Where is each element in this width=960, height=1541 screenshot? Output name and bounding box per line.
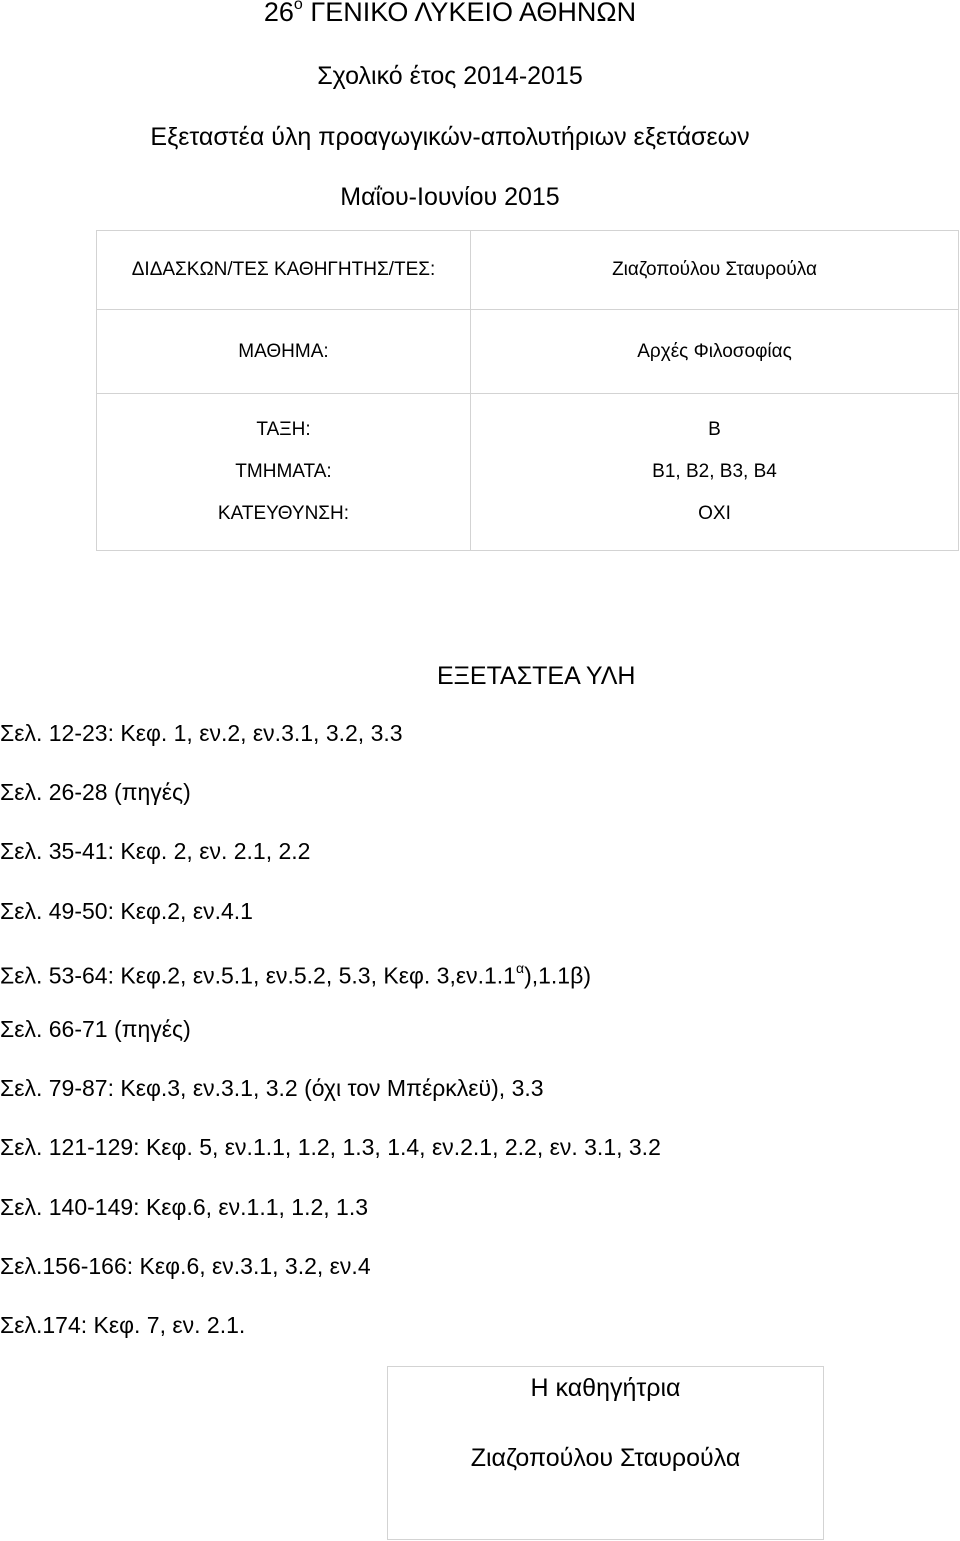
list-item: Σελ. 26-28 (πηγές) bbox=[0, 779, 191, 806]
course-label: ΜΑΘΗΜΑ: bbox=[97, 310, 471, 394]
school-year: Σχολικό έτος 2014-2015 bbox=[317, 62, 583, 90]
list-item bbox=[0, 955, 661, 989]
school-name: ΓΕΝΙΚΟ ΛΥΚΕΙΟ ΑΘΗΝΩΝ bbox=[302, 0, 637, 27]
list-item: Σελ. 121-129: Κεφ. 5, εν.1.1, 1.2, 1.3, 1.4, εν.2.1, 2.2, εν. 3.1, 3.2 bbox=[0, 1134, 661, 1161]
track-label: ΚΑΤΕΥΘΥΝΣΗ: bbox=[217, 503, 350, 524]
school-title bbox=[0, 0, 930, 28]
list-item: Σελ. 140-149: Κεφ.6, εν.1.1, 1.2, 1.3 bbox=[0, 1193, 369, 1220]
class-label: ΤΑΞΗ: bbox=[256, 419, 311, 440]
signature-cell bbox=[388, 1367, 824, 1540]
exam-material-title: ΕΞΕΤΑΣΤΕΑ ΥΛΗ bbox=[437, 662, 636, 690]
list-item-tail: ),1.1β) bbox=[524, 962, 591, 989]
teacher-value: Ζιαζοπούλου Σταυρούλα bbox=[471, 231, 959, 310]
class-values-cell bbox=[471, 394, 959, 551]
exam-material-list bbox=[0, 718, 661, 1369]
sections-value: Β1, Β2, Β3, Β4 bbox=[652, 461, 777, 482]
signature-name: Ζιαζοπούλου Σταυρούλα bbox=[470, 1444, 741, 1472]
list-item: Σελ. 66-71 (πηγές) bbox=[0, 1015, 191, 1042]
class-value: Β bbox=[708, 419, 721, 440]
school-number: 26 bbox=[263, 0, 294, 27]
course-value: Αρχές Φιλοσοφίας bbox=[471, 310, 959, 394]
info-row-teacher bbox=[97, 231, 959, 310]
teacher-label: ΔΙΔΑΣΚΩΝ/ΤΕΣ ΚΑΘΗΓΗΤΗΣ/ΤΕΣ: bbox=[97, 231, 471, 310]
school-number-superscript: ο bbox=[293, 0, 303, 13]
list-item: Σελ. 35-41: Κεφ. 2, εν. 2.1, 2.2 bbox=[0, 838, 311, 865]
list-item: Σελ. 12-23: Κεφ. 1, εν.2, εν.3.1, 3.2, 3.3 bbox=[0, 720, 403, 746]
list-item-superscript: α bbox=[515, 959, 525, 976]
sections-label: ΤΜΗΜΑΤΑ: bbox=[235, 461, 332, 482]
track-value: ΟΧΙ bbox=[698, 503, 731, 524]
document-subject: Εξεταστέα ύλη προαγωγικών-απολυτήριων εξετάσεων bbox=[150, 123, 750, 151]
class-labels-cell bbox=[97, 394, 471, 551]
info-table bbox=[96, 230, 959, 551]
list-item: Σελ.174: Κεφ. 7, εν. 2.1. bbox=[0, 1311, 246, 1338]
signature-box bbox=[387, 1366, 824, 1540]
list-item: Σελ. 49-50: Κεφ.2, εν.4.1 bbox=[0, 897, 253, 924]
list-item: Σελ. 79-87: Κεφ.3, εν.3.1, 3.2 (όχι τον Μπέρκλεϋ), 3.3 bbox=[0, 1075, 544, 1102]
list-item-text: Σελ. 53-64: Κεφ.2, εν.5.1, εν.5.2, 5.3, Κεφ. 3,εν.1.1 bbox=[0, 962, 516, 989]
list-item: Σελ.156-166: Κεφ.6, εν.3.1, 3.2, εν.4 bbox=[0, 1252, 371, 1279]
info-row-class bbox=[97, 394, 959, 551]
info-row-course bbox=[97, 310, 959, 394]
signature-role: Η καθηγήτρια bbox=[530, 1374, 681, 1402]
exam-period: Μαΐου-Ιουνίου 2015 bbox=[340, 183, 560, 211]
